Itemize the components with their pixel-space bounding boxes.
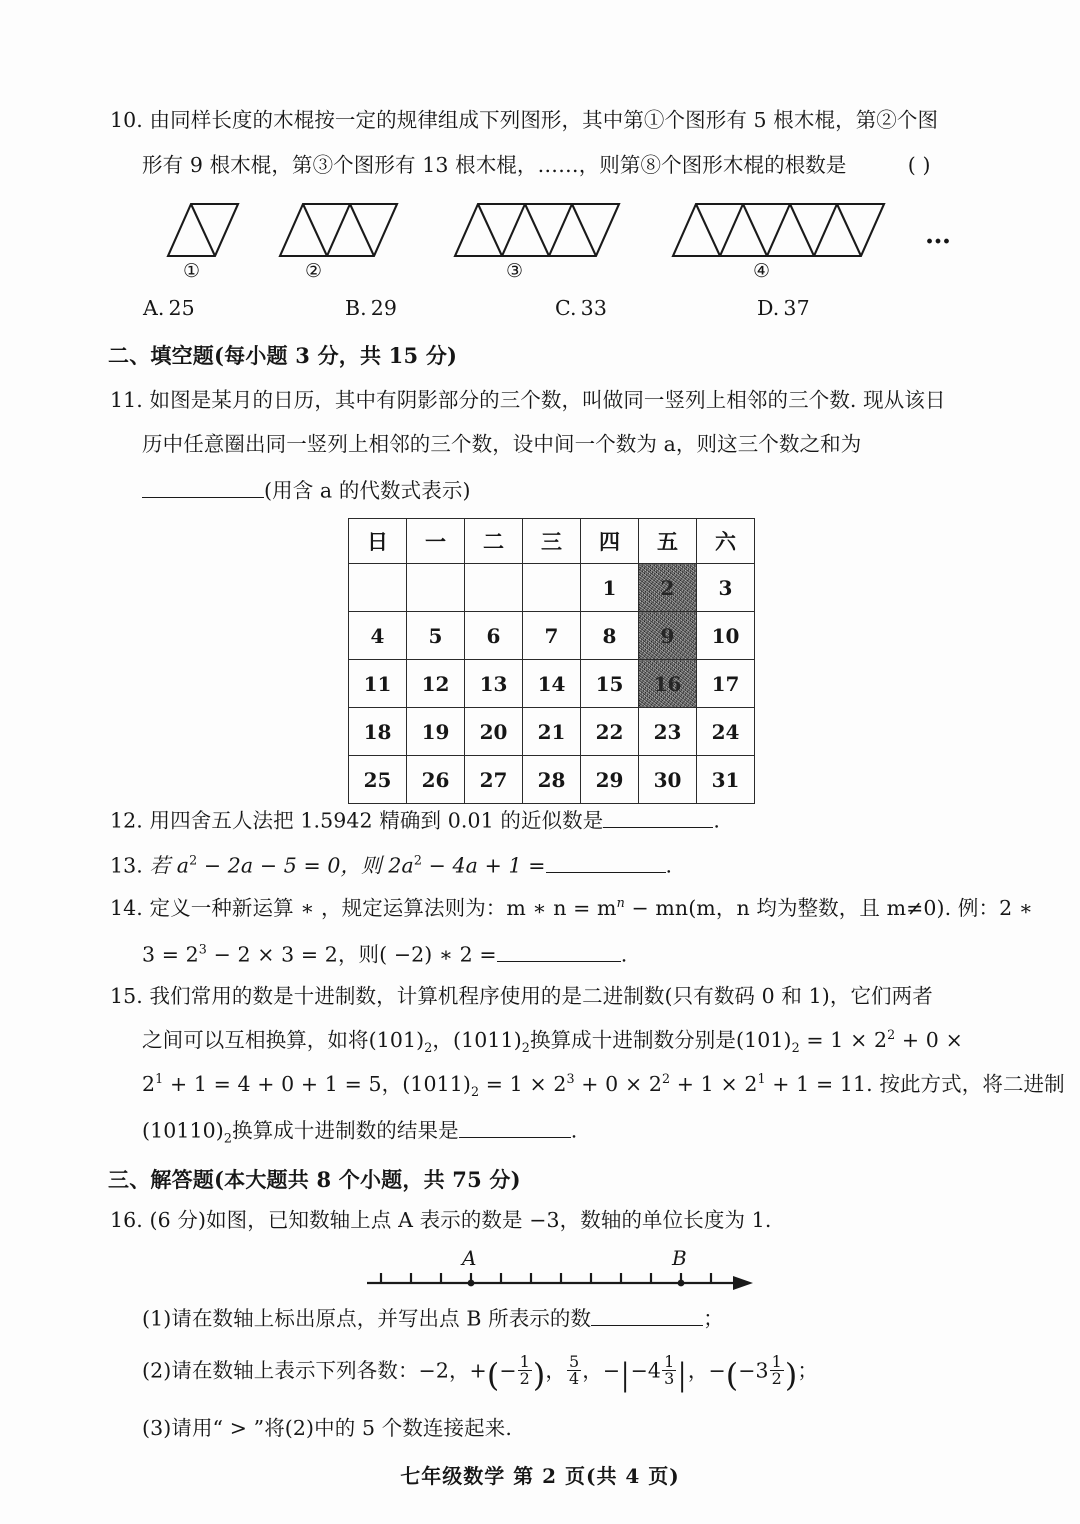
calendar-cell: 27 [465,756,523,804]
question-15-text-2a: 之间可以互相换算，如将(101) [142,1028,425,1052]
denominator: 3 [664,1369,675,1389]
numerator: 1 [771,1352,782,1372]
number-line-figure [345,1245,765,1301]
question-15-text-3f: + 1 = 11. 按此方式，将二进制 [765,1072,1065,1096]
calendar-cell: 15 [581,660,639,708]
question-13-sup-a: 2 [189,852,198,868]
denominator: 4 [569,1369,580,1389]
question-14-period: . [620,942,628,967]
calendar-cell [465,564,523,612]
question-14-line-1 [110,895,1033,920]
calendar-cell: 22 [581,708,639,756]
denominator: 2 [771,1369,782,1389]
option-b-value: 29 [370,296,398,320]
question-15-text-3a: 2 [142,1072,156,1096]
question-15-text-2b: ，(1011) [432,1028,522,1052]
question-15-line-4 [142,1118,578,1146]
option-c-value: 33 [580,296,607,320]
sub2-mid: ，− [582,1358,621,1383]
option-b [345,298,397,319]
calendar-header-cell: 二 [465,519,523,564]
question-14-text-1b: − mn(m，n 均为整数，且 m≠0). 例：2 ∗ [624,896,1033,920]
calendar-cell-value: 9 [660,623,675,648]
question-10-figure-4 [661,198,905,260]
numerator: 5 [569,1352,580,1372]
option-d-value: 37 [783,296,810,320]
paren-close-2-icon: ) [784,1358,798,1395]
calendar-cell: 8 [581,612,639,660]
question-15-line-2 [142,1027,963,1056]
calendar-row [349,564,755,612]
question-15-text-3e: + 1 × 2 [670,1072,758,1096]
calendar-cell: 12 [407,660,465,708]
question-14-sup-n: n [616,895,625,911]
question-15-text-3c: = 1 × 2 [479,1072,567,1096]
question-15-text-3b: + 1 = 4 + 0 + 1 = 5，(1011) [163,1072,471,1096]
calendar-cell: 20 [465,708,523,756]
sub2-end: ； [797,1358,819,1383]
calendar-cell: 28 [523,756,581,804]
question-15-period: . [570,1118,578,1143]
question-16-sub2-text: (2)请在数轴上表示下列各数：−2，+ [142,1358,487,1383]
fraction-one-half [518,1354,532,1388]
option-d-key: D. [757,296,780,320]
point-b-label: B [672,1246,687,1270]
question-13-expr-c: − 4a + 1 = [422,853,546,878]
calendar-cell-shaded [639,564,697,612]
section-2-heading: 二、填空题(每小题 3 分，共 15 分) [108,343,458,368]
question-14-number: 14. [110,896,143,920]
question-10-text-2: 形有 9 根木棍，第③个图形有 13 根木棍，……，则第⑧个图形木棍的根数是 [142,153,847,177]
triangle-strip-3-icon [443,198,639,260]
section-3-heading: 三、解答题(本大题共 8 个小题，共 75 分) [108,1167,521,1192]
calendar-row [349,756,755,804]
question-10-figure-3 [443,198,639,260]
question-12-answer-blank[interactable] [603,808,713,828]
calendar-row [349,708,755,756]
question-16-sub1-blank[interactable] [591,1306,703,1326]
paren-close-icon: ) [532,1358,546,1395]
question-11-line-2 [142,434,861,455]
question-14-line-2 [142,942,627,965]
numerator: 1 [664,1352,675,1372]
question-15-sub-3: 2 [791,1040,800,1056]
calendar-cell [407,564,465,612]
figure-ellipsis: … [925,220,955,250]
question-12-text: 用四舍五人法把 1.5942 精确到 0.01 的近似数是 [149,808,604,833]
question-16-number: 16. [110,1208,143,1232]
question-11-text-3: (用含 a 的代数式表示) [264,478,471,503]
calendar-header-cell: 一 [407,519,465,564]
denominator: 2 [519,1369,530,1389]
calendar-cell: 21 [523,708,581,756]
calendar-cell: 24 [697,708,755,756]
question-10-number: 10. [110,108,143,132]
calendar-cell [523,564,581,612]
question-13-period: . [665,853,673,878]
question-11-answer-blank[interactable] [142,478,264,498]
question-15-sup-2: 1 [155,1071,164,1087]
sub2-tail-sign: − [708,1358,726,1383]
figure-label-4: ④ [753,260,771,282]
question-15-text-2c: 换算成十进制数分别是(101) [529,1028,792,1052]
point-a-dot [468,1280,475,1287]
sub2-abs-int: −4 [630,1358,662,1383]
calendar-table-wrapper [348,518,755,804]
calendar-table [348,518,755,804]
calendar-header-cell: 日 [349,519,407,564]
question-15-text-3d: + 0 × 2 [574,1072,662,1096]
paren-open-2-icon: ( [725,1358,739,1395]
calendar-cell-value: 2 [660,575,675,600]
calendar-cell: 10 [697,612,755,660]
question-16-sub-3: (3)请用“ > ”将(2)中的 5 个数连接起来. [142,1416,512,1440]
comma-2: ， [687,1358,709,1383]
triangle-strip-2-icon [268,198,416,260]
figure-label-2: ② [305,260,323,282]
calendar-cell: 19 [407,708,465,756]
calendar-cell: 6 [465,612,523,660]
question-15-text-2e: + 0 × [895,1028,963,1052]
question-11-text-1: 如图是某月的日历，其中有阴影部分的三个数，叫做同一竖列上相邻的三个数. 现从该日 [149,388,946,412]
calendar-cell: 4 [349,612,407,660]
question-15-sup-5: 1 [757,1071,766,1087]
question-15-text-1: 我们常用的数是十进制数，计算机程序使用的是二进制数(只有数码 0 和 1)，它们两者 [149,984,933,1008]
option-d [757,298,810,319]
calendar-cell-shaded [639,612,697,660]
question-13-answer-blank[interactable] [546,853,666,873]
calendar-cell: 18 [349,708,407,756]
triangle-strip-4-icon [661,198,905,260]
question-13-expr-b: − 2a − 5 = 0，则 2a [197,853,414,878]
question-14-text-2b: − 2 × 3 = 2，则( −2) ∗ 2 = [206,942,497,967]
fraction-one-third [662,1354,676,1388]
calendar-cell: 14 [523,660,581,708]
page-footer: 七年级数学 第 2 页(共 4 页) [400,1464,680,1488]
calendar-cell: 30 [639,756,697,804]
question-15-text-4b: 换算成十进制数的结果是 [232,1118,459,1143]
point-a-label: A [462,1246,477,1270]
calendar-cell-shaded [639,660,697,708]
question-15-number: 15. [110,984,143,1008]
option-c [555,298,607,319]
option-c-key: C. [555,296,577,320]
question-15-text-4a: (10110) [142,1118,224,1143]
fraction-five-fourths [567,1354,581,1388]
triangle-strip-1-icon [155,198,255,260]
question-10-line-1 [110,110,938,131]
calendar-cell: 11 [349,660,407,708]
question-16-stem-text: (6 分)如图，已知数轴上点 A 表示的数是 −3，数轴的单位长度为 1. [149,1208,772,1232]
question-12-period: . [713,808,720,833]
calendar-header-cell: 四 [581,519,639,564]
calendar-cell: 26 [407,756,465,804]
question-16-stem [110,1210,771,1231]
option-a [143,298,195,319]
calendar-cell-value: 16 [653,671,682,696]
abs-bar-close-icon: | [678,1356,687,1393]
figure-label-3: ③ [506,260,524,282]
question-10-text-1: 由同样长度的木棍按一定的规律组成下列图形，其中第①个图形有 5 根木棍，第②个图 [149,108,939,132]
calendar-cell: 5 [407,612,465,660]
question-12-number: 12. [110,808,143,833]
sub2-last-int: −3 [738,1358,769,1383]
question-10-figure-2 [268,198,416,260]
question-16-sub-2 [142,1352,819,1395]
point-b-dot [678,1280,685,1287]
calendar-row [349,660,755,708]
question-16-sub1-end: ； [703,1306,724,1331]
question-13-expr-a: 若 a [149,853,190,878]
question-11-line-1 [110,390,946,411]
comma-1: ， [545,1358,567,1383]
calendar-cell: 13 [465,660,523,708]
figure-label-1: ① [183,260,201,282]
calendar-cell: 25 [349,756,407,804]
question-14-answer-blank[interactable] [497,942,621,962]
abs-bar-open-icon: | [621,1356,630,1393]
numerator: 1 [519,1352,530,1372]
question-11-text-2: 历中任意圈出同一竖列上相邻的三个数，设中间一个数为 a，则这三个数之和为 [142,432,862,456]
question-11-line-3 [142,478,471,501]
question-14-text-2a: 3 = 2 [142,942,199,967]
calendar-header-cell: 六 [697,519,755,564]
calendar-cell [349,564,407,612]
question-16-sub-1 [142,1306,724,1329]
option-b-key: B. [345,296,367,320]
question-10-answer-paren: ( ) [907,153,931,177]
question-16-sub1-text: (1)请在数轴上标出原点，并写出点 B 所表示的数 [142,1306,592,1331]
question-15-sup-4: 2 [661,1071,671,1087]
option-a-value: 25 [168,296,195,320]
question-15-sup-3: 3 [566,1071,575,1087]
question-10-figure-1 [155,198,255,260]
question-13-sup-b: 2 [413,852,423,868]
question-15-line-3 [142,1071,1065,1100]
calendar-cell: 7 [523,612,581,660]
calendar-cell: 29 [581,756,639,804]
sub2-frac1-sign: − [499,1358,517,1383]
question-15-answer-blank[interactable] [459,1118,571,1138]
question-15-sub-1: 2 [424,1040,433,1056]
question-15-sub-4: 2 [470,1084,480,1100]
calendar-cell: 1 [581,564,639,612]
calendar-cell: 31 [697,756,755,804]
question-15-sup-1: 2 [887,1027,896,1043]
question-15-text-2d: = 1 × 2 [799,1028,888,1052]
paren-open-icon: ( [486,1358,500,1395]
calendar-cell: 3 [697,564,755,612]
calendar-cell: 23 [639,708,697,756]
question-11-number: 11. [110,388,143,412]
question-10-line-2 [142,155,931,176]
calendar-header-row [349,519,755,564]
calendar-header-cell: 五 [639,519,697,564]
question-12 [110,808,720,831]
calendar-cell: 17 [697,660,755,708]
calendar-header-cell: 三 [523,519,581,564]
question-14-text-1a: 定义一种新运算 ∗ ，规定运算法则为：m ∗ n = m [149,896,617,920]
calendar-row [349,612,755,660]
question-15-line-1 [110,986,933,1007]
question-13-number: 13. [110,853,143,878]
number-line-icon [345,1245,765,1301]
option-a-key: A. [143,296,165,320]
question-14-sup-3: 3 [198,941,207,957]
question-15-sub-2: 2 [521,1040,530,1056]
question-15-sub-5: 2 [223,1130,233,1146]
question-13 [110,853,672,876]
fraction-one-half-2 [770,1354,784,1388]
